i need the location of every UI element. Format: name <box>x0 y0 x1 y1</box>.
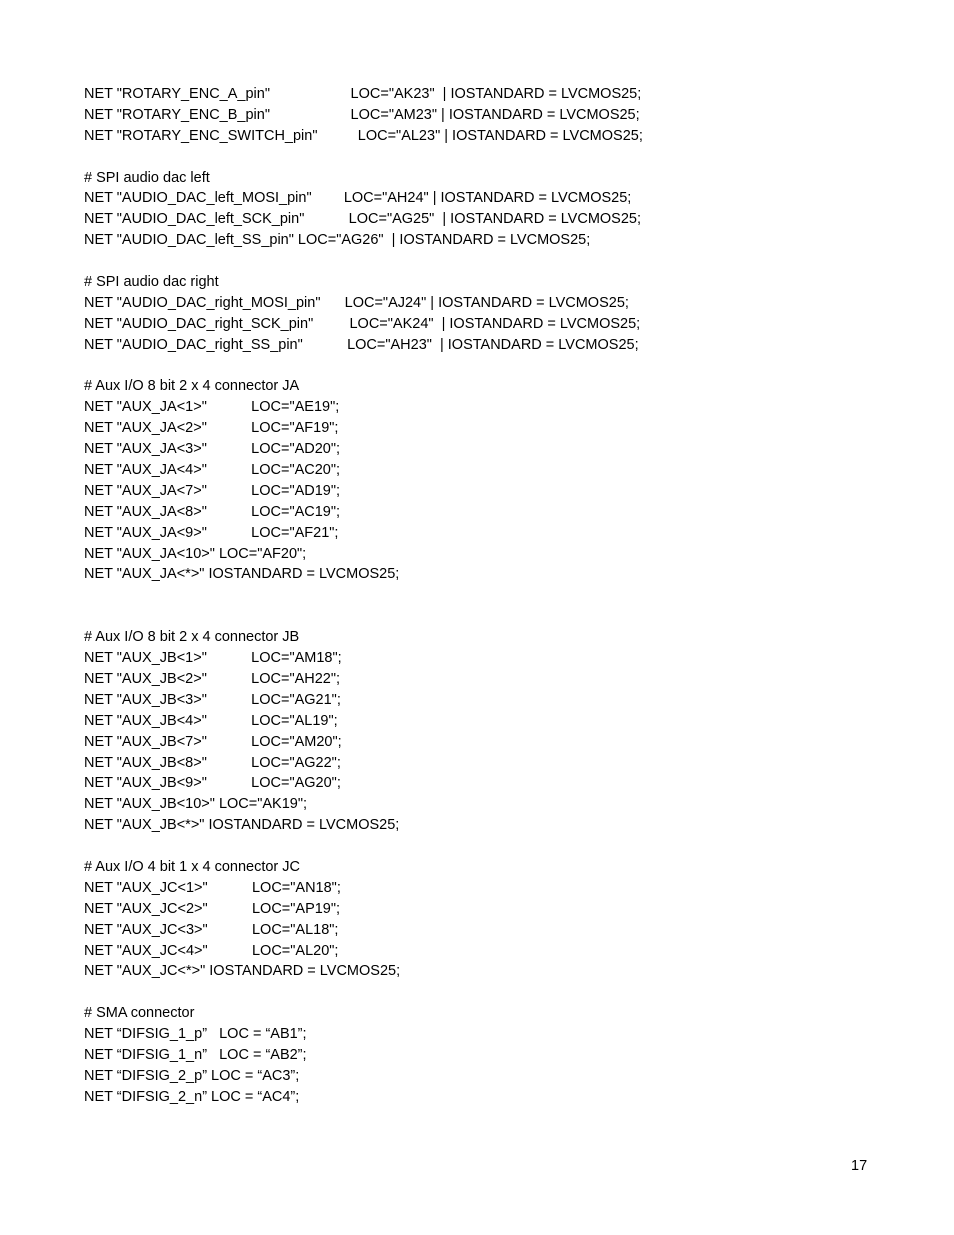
constraint-line: NET "AUX_JA<1>" LOC="AE19"; <box>84 399 340 416</box>
section-comment: # Aux I/O 8 bit 2 x 4 connector JA <box>84 378 300 395</box>
section-comment: # Aux I/O 4 bit 1 x 4 connector JC <box>84 858 300 875</box>
constraint-line: NET "AUX_JB<1>" LOC="AM18"; <box>84 650 342 667</box>
constraint-line: NET "AUX_JA<10>" LOC="AF20"; <box>84 545 307 562</box>
constraint-block <box>84 84 643 147</box>
constraint-block <box>84 168 643 252</box>
blank-line <box>84 836 643 857</box>
constraint-line: NET "AUX_JC<4>" LOC="AL20"; <box>84 942 339 959</box>
constraint-line: NET "AUDIO_DAC_left_SCK_pin" LOC="AG25" | IOSTANDARD = LVCMOS25; <box>84 211 642 228</box>
section-comment: # SPI audio dac left <box>84 169 210 186</box>
constraint-line: NET "AUX_JC<1>" LOC="AN18"; <box>84 879 341 896</box>
blank-line <box>84 251 643 272</box>
constraint-line: NET "AUX_JA<2>" LOC="AF19"; <box>84 420 339 437</box>
constraint-line: NET “DIFSIG_2_n” LOC = “AC4”; <box>84 1088 300 1105</box>
constraint-line: NET "AUDIO_DAC_right_SS_pin" LOC="AH23" | IOSTANDARD = LVCMOS25; <box>84 336 639 353</box>
ucf-constraints-listing <box>84 84 643 1108</box>
constraint-line: NET "AUX_JA<*>" IOSTANDARD = LVCMOS25; <box>84 566 400 583</box>
constraint-line: NET “DIFSIG_1_n” LOC = “AB2”; <box>84 1046 307 1063</box>
constraint-line: NET "AUX_JB<*>" IOSTANDARD = LVCMOS25; <box>84 817 400 834</box>
constraint-block <box>84 272 643 356</box>
constraint-line: NET "AUDIO_DAC_left_SS_pin" LOC="AG26" | IOSTANDARD = LVCMOS25; <box>84 232 591 249</box>
constraint-line: NET "AUX_JB<8>" LOC="AG22"; <box>84 754 341 771</box>
constraint-line: NET "AUX_JB<10>" LOC="AK19"; <box>84 796 308 813</box>
constraint-line: NET "AUX_JC<2>" LOC="AP19"; <box>84 900 341 917</box>
blank-line <box>84 147 643 168</box>
constraint-line: NET "AUX_JA<9>" LOC="AF21"; <box>84 524 339 541</box>
constraint-line: NET “DIFSIG_2_p” LOC = “AC3”; <box>84 1067 300 1084</box>
constraint-line: NET "AUDIO_DAC_right_SCK_pin" LOC="AK24" | IOSTANDARD = LVCMOS25; <box>84 315 641 332</box>
constraint-line: NET "ROTARY_ENC_A_pin" LOC="AK23" | IOSTANDARD = LVCMOS25; <box>84 86 642 102</box>
blank-line <box>84 585 643 627</box>
constraint-block <box>84 1003 643 1107</box>
section-comment: # SMA connector <box>84 1005 195 1022</box>
constraint-line: NET "AUDIO_DAC_left_MOSI_pin" LOC="AH24" | IOSTANDARD = LVCMOS25; <box>84 190 632 207</box>
constraint-line: NET “DIFSIG_1_p” LOC = “AB1”; <box>84 1026 307 1043</box>
constraint-line: NET "AUX_JB<9>" LOC="AG20"; <box>84 775 341 792</box>
constraint-block <box>84 857 643 982</box>
page-number: 17 <box>851 1158 868 1174</box>
constraint-line: NET "AUX_JB<2>" LOC="AH22"; <box>84 670 341 687</box>
blank-line <box>84 356 643 377</box>
constraint-line: NET "AUX_JB<4>" LOC="AL19"; <box>84 712 338 729</box>
constraint-line: NET "AUX_JB<3>" LOC="AG21"; <box>84 691 341 708</box>
constraint-line: NET "AUX_JA<8>" LOC="AC19"; <box>84 503 341 520</box>
constraint-line: NET "AUX_JA<3>" LOC="AD20"; <box>84 441 341 458</box>
constraint-line: NET "AUX_JC<3>" LOC="AL18"; <box>84 921 339 938</box>
constraint-block <box>84 627 643 836</box>
constraint-line: NET "AUX_JB<7>" LOC="AM20"; <box>84 733 342 750</box>
constraint-block <box>84 376 643 585</box>
constraint-line: NET "ROTARY_ENC_SWITCH_pin" LOC="AL23" | IOSTANDARD = LVCMOS25; <box>84 127 643 144</box>
section-comment: # SPI audio dac right <box>84 274 219 291</box>
blank-line <box>84 982 643 1003</box>
section-comment: # Aux I/O 8 bit 2 x 4 connector JB <box>84 629 300 646</box>
constraint-line: NET "AUX_JA<4>" LOC="AC20"; <box>84 462 341 479</box>
constraint-line: NET "ROTARY_ENC_B_pin" LOC="AM23" | IOSTANDARD = LVCMOS25; <box>84 106 640 123</box>
constraint-line: NET "AUDIO_DAC_right_MOSI_pin" LOC="AJ24" | IOSTANDARD = LVCMOS25; <box>84 294 629 311</box>
constraint-line: NET "AUX_JA<7>" LOC="AD19"; <box>84 482 341 499</box>
constraint-line: NET "AUX_JC<*>" IOSTANDARD = LVCMOS25; <box>84 963 401 980</box>
